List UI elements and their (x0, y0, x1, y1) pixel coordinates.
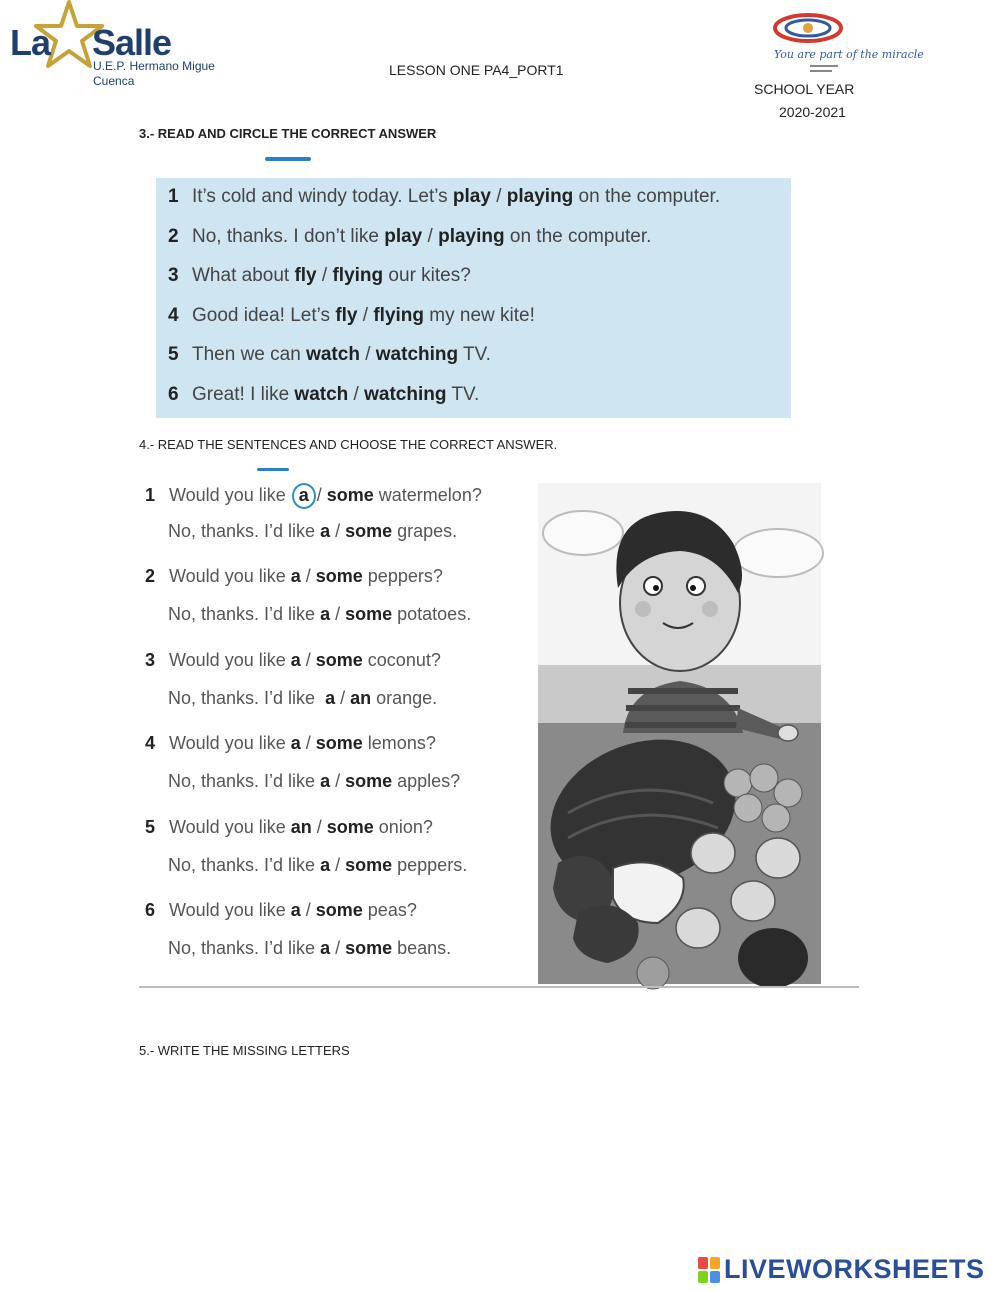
separator: / (316, 485, 327, 505)
ex4-text: Would you like (169, 485, 291, 505)
school-city: Cuenca (93, 74, 135, 88)
option-2[interactable]: playing (506, 186, 574, 207)
boy-with-vegetables-illustration (538, 483, 821, 984)
item-number: 3 (145, 650, 156, 670)
option-2[interactable]: watching (375, 344, 459, 365)
liveworksheets-logo (698, 1254, 985, 1285)
option-2[interactable]: some (345, 938, 393, 958)
exercise4-title: 4.- READ THE SENTENCES AND CHOOSE THE CORRECT ANSWER. (139, 437, 558, 452)
option-1[interactable]: a (320, 938, 331, 958)
separator: / (300, 566, 316, 586)
option-2[interactable]: some (315, 650, 363, 670)
item-number: 5 (145, 817, 156, 837)
ex4-question-6 (145, 900, 417, 921)
option-1[interactable]: watch (294, 384, 349, 405)
option-1[interactable]: play (384, 226, 423, 247)
option-2[interactable]: flying (332, 265, 384, 286)
separator: / (422, 226, 439, 247)
ex4-text: Would you like (169, 566, 291, 586)
option-2[interactable]: some (326, 485, 374, 505)
ex4-answer-4 (168, 771, 460, 792)
divider (139, 986, 859, 988)
option-2[interactable]: some (345, 771, 393, 791)
item-number: 2 (145, 566, 156, 586)
ex4-text: No, thanks. I’d like (168, 688, 326, 708)
ex3-text: Good idea! Let’s (192, 305, 336, 326)
circled-answer[interactable] (292, 483, 316, 509)
separator: / (316, 265, 333, 286)
logo-la-text: La (10, 22, 51, 63)
item-number: 6 (145, 900, 156, 920)
separator: / (330, 938, 346, 958)
ex3-item-4 (168, 305, 535, 327)
ex4-text: peas? (362, 900, 417, 920)
item-number: 5 (168, 344, 179, 365)
ex3-text: Then we can (192, 344, 307, 365)
separator: / (300, 650, 316, 670)
ex4-text: Would you like (169, 650, 291, 670)
option-1[interactable]: watch (306, 344, 360, 365)
ex3-text: TV. (446, 384, 480, 405)
ex4-question-4 (145, 733, 436, 754)
badge-text: You are part of the miracle (774, 48, 924, 61)
item-number: 4 (145, 733, 156, 753)
ex4-text: peppers? (362, 566, 443, 586)
option-1[interactable]: fly (294, 265, 317, 286)
ex4-answer-5 (168, 855, 467, 876)
option-2[interactable]: some (345, 604, 393, 624)
option-2[interactable]: some (315, 900, 363, 920)
separator: / (359, 344, 376, 365)
option-1[interactable]: fly (335, 305, 358, 326)
option-1[interactable]: play (452, 186, 491, 207)
item-number: 6 (168, 384, 179, 405)
ex4-text: beans. (392, 938, 452, 958)
option-1[interactable]: a (320, 855, 331, 875)
item-number: 2 (168, 226, 179, 247)
option-2[interactable]: some (345, 521, 393, 541)
separator: / (348, 384, 365, 405)
ex3-text: What about (192, 265, 295, 286)
ex3-text: It’s cold and windy today. Let’s (192, 186, 453, 207)
ex4-text: No, thanks. I’d like (168, 855, 321, 875)
option-2[interactable]: watching (364, 384, 447, 405)
ex3-item-3 (168, 265, 471, 287)
ex4-text: apples? (392, 771, 461, 791)
ex4-text: watermelon? (373, 485, 482, 505)
separator: / (490, 186, 507, 207)
ex3-text: on the computer. (573, 186, 721, 207)
ex4-text: lemons? (362, 733, 436, 753)
accent-bar (265, 157, 311, 161)
option-1[interactable]: a (290, 566, 301, 586)
ex4-text: coconut? (362, 650, 441, 670)
ex3-text: Great! I like (192, 384, 295, 405)
item-number: 1 (168, 186, 179, 207)
ex4-text: No, thanks. I’d like (168, 771, 321, 791)
option-2[interactable]: an (350, 688, 372, 708)
option-1[interactable]: a (320, 771, 331, 791)
option-1[interactable]: a (325, 688, 336, 708)
option-1[interactable]: a (290, 650, 301, 670)
ex3-item-5 (168, 344, 491, 366)
item-number: 4 (168, 305, 179, 326)
liveworksheets-text: LIVEWORKSHEETS (724, 1254, 985, 1284)
option-2[interactable]: some (326, 817, 374, 837)
separator: / (300, 900, 316, 920)
ex3-item-2 (168, 226, 651, 248)
option-2[interactable]: some (315, 566, 363, 586)
ex4-text: onion? (373, 817, 433, 837)
separator: / (330, 604, 346, 624)
option-1: a (298, 485, 309, 505)
lesson-title: LESSON ONE PA4_PORT1 (389, 62, 564, 78)
ex4-text: peppers. (392, 855, 468, 875)
ex3-item-1 (168, 186, 720, 208)
option-1[interactable]: an (290, 817, 312, 837)
ex4-text: potatoes. (392, 604, 472, 624)
option-1[interactable]: a (290, 900, 301, 920)
ex3-text: our kites? (383, 265, 471, 286)
separator: / (300, 733, 316, 753)
ex4-question-1 (145, 483, 482, 509)
liveworksheets-icon (698, 1257, 720, 1283)
ex3-text: No, thanks. I don’t like (192, 226, 385, 247)
ex4-text: orange. (371, 688, 438, 708)
ex4-question-3 (145, 650, 441, 671)
separator: / (357, 305, 374, 326)
exercise5-title: 5.- WRITE THE MISSING LETTERS (139, 1043, 350, 1058)
logo-salle-text: Salle (92, 22, 172, 63)
separator: / (330, 771, 346, 791)
exercise3-title: 3.- READ AND CIRCLE THE CORRECT ANSWER (139, 126, 437, 141)
school-name: U.E.P. Hermano Migue (93, 59, 215, 73)
miracle-badge-icon (768, 10, 924, 82)
separator: / (330, 521, 346, 541)
ex4-text: grapes. (392, 521, 458, 541)
option-2[interactable]: some (315, 733, 363, 753)
ex4-text: No, thanks. I’d like (168, 521, 321, 541)
ex3-text: TV. (458, 344, 491, 365)
ex3-text: my new kite! (424, 305, 535, 326)
ex4-answer-2 (168, 604, 471, 625)
ex4-answer-1 (168, 521, 457, 542)
school-year-value: 2020-2021 (779, 104, 846, 120)
accent-bar (257, 468, 289, 471)
ex3-text: on the computer. (504, 226, 652, 247)
option-2[interactable]: playing (438, 226, 505, 247)
item-number: 1 (145, 485, 156, 505)
item-number: 3 (168, 265, 179, 286)
option-1[interactable]: a (320, 521, 331, 541)
option-1[interactable]: a (290, 733, 301, 753)
ex4-question-2 (145, 566, 443, 587)
ex4-answer-3 (168, 688, 437, 709)
ex4-text: Would you like (169, 900, 291, 920)
separator: / (335, 688, 351, 708)
ex4-text: No, thanks. I’d like (168, 938, 321, 958)
ex4-text: Would you like (169, 733, 291, 753)
ex3-item-6 (168, 384, 479, 406)
ex4-text: Would you like (169, 817, 291, 837)
separator: / (330, 855, 346, 875)
exercise3-box (156, 178, 791, 418)
ex4-answer-6 (168, 938, 451, 959)
option-2[interactable]: flying (373, 305, 425, 326)
option-2[interactable]: some (345, 855, 393, 875)
school-year-label: SCHOOL YEAR (754, 81, 855, 97)
ex4-text: No, thanks. I’d like (168, 604, 321, 624)
separator: / (311, 817, 327, 837)
ex4-question-5 (145, 817, 433, 838)
option-1[interactable]: a (320, 604, 331, 624)
